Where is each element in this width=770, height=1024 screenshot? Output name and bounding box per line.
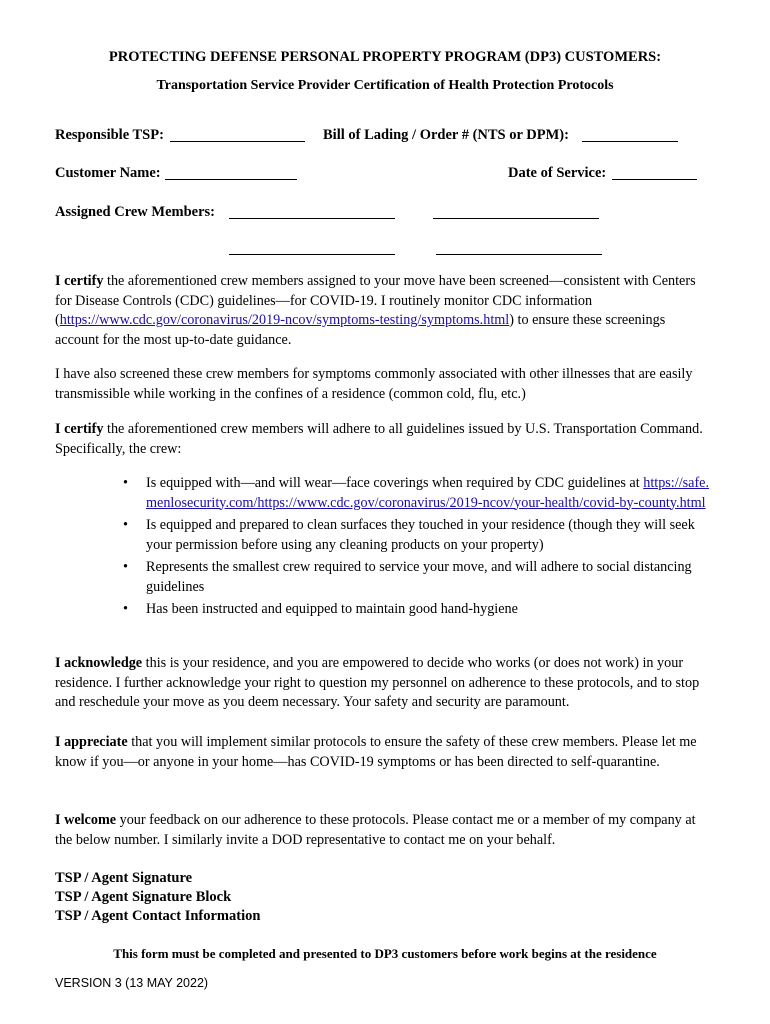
crew-member-field-3[interactable] [229, 254, 395, 255]
acknowledge-paragraph [55, 654, 705, 713]
document-subtitle: Transportation Service Provider Certification of Health Protection Protocols [156, 78, 614, 93]
bullet-icon: • [123, 475, 128, 491]
bill-of-lading-field[interactable] [582, 141, 678, 142]
certify-text-b: ) to ensure these screenings account for the most up-to-date guidance. [55, 312, 666, 348]
welcome-text: your feedback on our adherence to these protocols. Please contact me or a member of my company at the below number. I similarly invite a DOD representative to contact me on your behalf. [55, 812, 696, 848]
date-of-service-field[interactable] [612, 179, 697, 180]
crew-member-field-4[interactable] [436, 254, 602, 255]
signature-line-label: TSP / Agent Signature [55, 870, 193, 886]
signature-block-label: TSP / Agent Signature Block [55, 889, 232, 905]
appreciate-text: that you will implement similar protocols to ensure the safety of these crew members. Please let me know if you—or anyone in your home—has COVID-19 symptoms or has been directed to self-quarantine. [55, 734, 697, 770]
welcome-lead: I welcome [55, 812, 117, 828]
document-title: PROTECTING DEFENSE PERSONAL PROPERTY PROGRAM (DP3) CUSTOMERS: [108, 49, 662, 65]
completion-notice: This form must be completed and presented to DP3 customers before work begins at the residence [113, 946, 657, 961]
certify-lead: I certify [55, 273, 104, 289]
crew-member-field-2[interactable] [433, 218, 599, 219]
bullet-text-2: Is equipped and prepared to clean surfaces they touched in your residence (though they will seek your permission before using any cleaning products on your property) [146, 517, 695, 553]
appreciate-lead: I appreciate [55, 734, 128, 750]
bullet-icon: • [123, 517, 128, 533]
certify2-text: the aforementioned crew members will adhere to all guidelines issued by U.S. Transportation Command. Specifically, the crew: [55, 421, 703, 457]
list-item [120, 600, 710, 620]
assigned-crew-label: Assigned Crew Members: [55, 204, 216, 220]
list-item [120, 516, 710, 555]
appreciate-paragraph [55, 733, 705, 772]
list-item [120, 558, 710, 597]
cdc-county-link[interactable]: https://safe.menlosecurity.com/https://www.cdc.gov/coronavirus/2019-ncov/your-health/covid-by-county.html [146, 475, 710, 511]
cdc-symptoms-link[interactable]: https://www.cdc.gov/coronavirus/2019-ncov/symptoms-testing/symptoms.html [59, 312, 510, 328]
version-label: VERSION 3 (13 MAY 2022) [55, 976, 209, 990]
bill-of-lading-label: Bill of Lading / Order # (NTS or DPM): [323, 127, 569, 143]
bullet-icon: • [123, 601, 128, 617]
bullet-text-4: Has been instructed and equipped to maintain good hand-hygiene [146, 601, 518, 617]
date-of-service-label: Date of Service: [508, 165, 607, 181]
certify-screening-paragraph [55, 272, 705, 350]
bullet-text-3: Represents the smallest crew required to service your move, and will adhere to social distancing guidelines [146, 559, 692, 595]
welcome-paragraph [55, 811, 705, 850]
responsible-tsp-label: Responsible TSP: [55, 127, 164, 143]
responsible-tsp-field[interactable] [170, 141, 305, 142]
customer-name-label: Customer Name: [55, 165, 161, 181]
customer-name-field[interactable] [165, 179, 297, 180]
acknowledge-lead: I acknowledge [55, 655, 143, 671]
certify-text-a: the aforementioned crew members assigned to your move have been screened—consistent with Centers for Disease Controls (CDC) guidelines—for COVID-19. I routinely monitor CDC information ( [55, 273, 696, 328]
crew-requirements-list [120, 474, 710, 623]
certify-guidelines-paragraph [55, 420, 705, 459]
certify2-lead: I certify [55, 421, 104, 437]
bullet-text-1: Is equipped with—and will wear—face coverings when required by CDC guidelines at [146, 475, 644, 491]
bullet-icon: • [123, 559, 128, 575]
acknowledge-text: this is your residence, and you are empowered to decide who works (or does not work) in your residence. I further acknowledge your right to question my personnel on adherence to these protocols, and to stop and reschedule your move as you deem necessary. Your safety and security are paramount. [55, 655, 700, 710]
contact-information-label: TSP / Agent Contact Information [55, 908, 261, 924]
list-item [120, 474, 710, 513]
also-screened-paragraph: I have also screened these crew members for symptoms commonly associated with other illnesses that are easily transmissible while working in the confines of a residence (common cold, flu, etc.) [55, 366, 693, 402]
crew-member-field-1[interactable] [229, 218, 395, 219]
